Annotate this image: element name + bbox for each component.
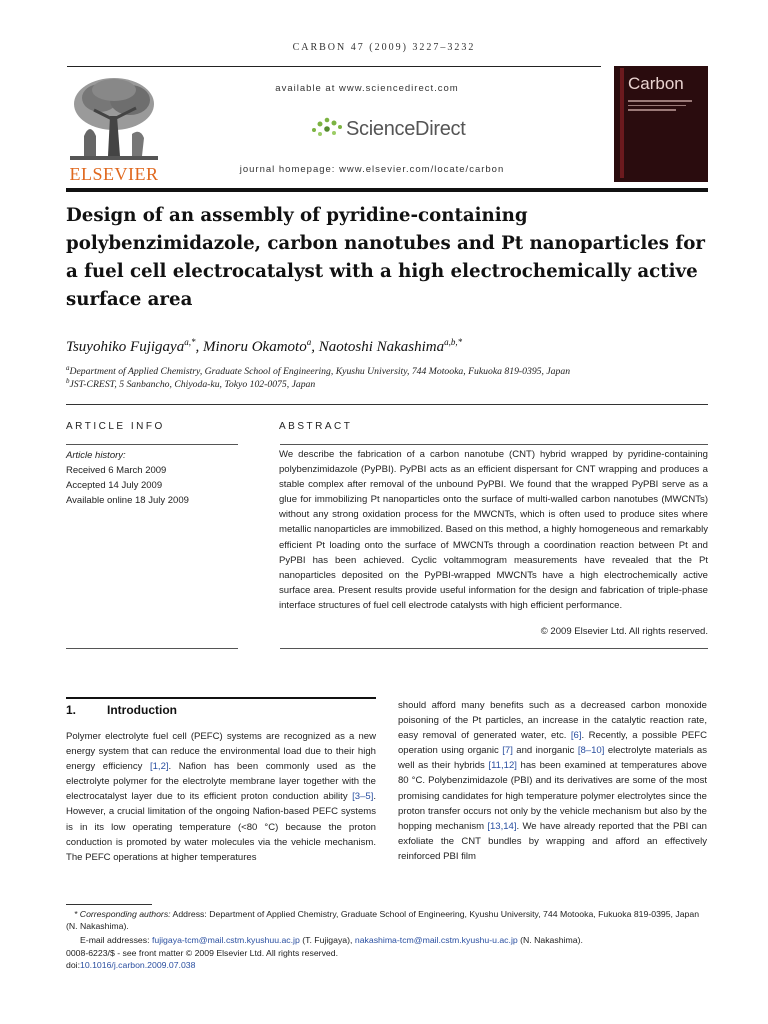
header-rule [67, 66, 601, 67]
elsevier-wordmark: ELSEVIER [69, 164, 159, 184]
available-at: available at www.sciencedirect.com [275, 83, 459, 94]
email-owner: (T. Fujigaya), [299, 935, 355, 945]
affiliation-b [66, 377, 706, 390]
abstract-text: We describe the fabrication of a carbon nanotube (CNT) hybrid wrapped by pyridine-containing polybenzimidazole (PyPBI). PyPBI acts as an efficient dispersant for CNT wrapping and produces a stable complex after removal of the unbound PyPBI. We found that the wrapped PyPBI serve as a glue for immobilizing Pt nanoparticles onto the surface of multi-walled carbon nanotubes (MWCNTs) without any strong oxidation process for the MWCNTs, which is often used to produce sites where metallic nanoparticles are immobilized. Based on this method, a highly homogeneous and remarkably efficient Pt loading onto the surface of MWCNTs through a coordination reaction between Pt and PyPBI has been achieved. Cyclic voltammogram measurements have revealed that the Pt nanoparticles deposited on the PyPBI-wrapped MWCNTs have a high electrochemically active surface area. Present results provide useful information for the design and fabrication of triple-phase interface structures of fuel cell electrode catalysts with high efficient performance. [279, 449, 708, 611]
author-name: Naotoshi Nakashima [318, 339, 445, 355]
cover-strip [620, 68, 624, 178]
section-rule [66, 404, 708, 405]
title-rule [66, 188, 708, 192]
corresponding-footnote [66, 908, 708, 933]
accepted-date: Accepted 14 July 2009 [66, 480, 163, 491]
article-info-bottom-rule [66, 648, 238, 649]
email-footnote [66, 934, 708, 946]
reference-link[interactable]: [6] [570, 730, 582, 742]
journal-cover [614, 66, 708, 182]
doi-link[interactable]: 10.1016/j.carbon.2009.07.038 [80, 960, 196, 970]
affiliation-sup: a [66, 364, 70, 372]
received-date: Received 6 March 2009 [66, 465, 167, 476]
email-label: E-mail addresses: [80, 935, 152, 945]
intro-column-2 [398, 698, 707, 864]
article-info-heading: ARTICLE INFO [66, 421, 165, 432]
section-title: Introduction [107, 703, 177, 717]
affiliation-sup: b [66, 377, 70, 385]
email-link[interactable]: nakashima-tcm@mail.cstm.kyushu-u.ac.jp [354, 935, 518, 945]
corresponding-text: Address: Department of Applied Chemistry, Graduate School of Engineering, Kyushu University, 744 Motooka, Fukuoka 819-0395, Japan (N. Nakashima). [66, 909, 700, 932]
sciencedirect-logo [308, 114, 468, 144]
elsevier-tree-icon [70, 76, 158, 160]
sciencedirect-wordmark: ScienceDirect [346, 118, 466, 140]
reference-link[interactable]: [3–5] [352, 791, 374, 803]
elsevier-logo [66, 76, 162, 184]
doi-label: doi: [66, 960, 81, 970]
author-sup: a,* [184, 337, 196, 347]
reference-link[interactable]: [1,2] [149, 761, 169, 773]
body-text: . Recently, a possible PEFC operation using organic [398, 730, 707, 757]
affiliation-a [66, 364, 706, 377]
abstract-rule [280, 444, 708, 445]
email-link[interactable]: fujigaya-tcm@mail.cstm.kyushuu.ac.jp [151, 935, 300, 945]
reference-link[interactable]: [11,12] [488, 760, 517, 772]
body-text: . Nafion has been commonly used as the electrolyte polymer for the electrolyte membrane layer together with the electrocatalyst layer due to its efficient proton conduction ability [66, 761, 376, 803]
sciencedirect-dots-icon [308, 114, 344, 140]
affiliation-text: Department of Applied Chemistry, Graduate School of Engineering, Kyushu University, 744 Motooka, Fukuoka 819-0395, Japan [69, 366, 571, 378]
abstract-copyright: © 2009 Elsevier Ltd. All rights reserved. [540, 626, 708, 637]
intro-column-1 [66, 729, 376, 865]
corresponding-label: * Corresponding authors: [74, 909, 171, 919]
section-number: 1. [66, 703, 77, 717]
body-text: . We have already reported that the PBI can exfoliate the CNT bundles by wrapping and afford an effectively reinforced PBI film [398, 820, 707, 862]
online-date: Available online 18 July 2009 [66, 495, 189, 506]
author-sup: a [306, 337, 312, 347]
article-info-rule [66, 444, 238, 445]
author-sup: a,b,* [444, 337, 463, 347]
body-text: has been examined at temperatures above 80 °C. Polybenzimidazole (PBI) and its derivatives are some of the most promising candidates for high temperature polymer electrolytes since the proton transfer occurs not only by the vehicle mechanism but also by the hopping mechanism [398, 760, 707, 832]
reference-link[interactable]: [13,14] [487, 820, 517, 832]
journal-citation: CARBON 47 (2009) 3227–3232 [292, 42, 476, 53]
article-history-label: Article history: [66, 450, 126, 461]
cover-text-lines [628, 100, 698, 120]
author-list: Tsuyohiko Fujigaya$^{a,*}$, Minoru Okamoto$^a$, Naotoshi Nakashima$^{a,b,*}$ [66, 337, 463, 355]
doi-line [66, 959, 708, 971]
reference-link[interactable]: [8–10] [577, 745, 605, 757]
footnote-rule [66, 904, 152, 905]
body-text: and inorganic [512, 745, 578, 757]
issn-line: 0008-6223/$ - see front matter © 2009 Elsevier Ltd. All rights reserved. [66, 948, 338, 958]
author-name: Tsuyohiko Fujigaya [66, 339, 185, 355]
article-title: Design of an assembly of pyridine-containing polybenzimidazole, carbon nanotubes and Pt nanoparticles for a fuel cell electrocatalyst with a high electrochemically active surface area [66, 205, 705, 310]
author-name: Minoru Okamoto [202, 339, 307, 355]
journal-homepage: journal homepage: www.elsevier.com/locate/carbon [239, 164, 505, 175]
cover-title: Carbon [628, 74, 684, 93]
email-owner: (N. Nakashima). [517, 935, 583, 945]
body-text: Polymer electrolyte fuel cell (PEFC) systems are recognized as a new energy system that can reduce the environmental load due to their high energy efficiency [66, 731, 376, 773]
abstract-heading: ABSTRACT [279, 421, 353, 432]
affiliation-text: JST-CREST, 5 Sanbancho, Chiyoda-ku, Tokyo 102-0075, Japan [69, 379, 316, 391]
body-text: electrolyte materials as well as their hybrids [398, 745, 708, 772]
intro-rule [66, 697, 376, 699]
body-text: . However, a crucial limitation of the ongoing Nafion-based PEFC systems is in its low operating temperature (<80 °C) because the proton conduction is promoted by water molecules via the vehicle mechanism. The PEFC operations at higher temperatures [66, 791, 376, 863]
reference-link[interactable]: [7] [502, 745, 513, 757]
abstract-bottom-rule [280, 648, 708, 649]
body-text: should afford many benefits such as a decreased carbon monoxide poisoning of the Pt particles, an increase in the catalytic reaction rate, easy removal of generated water, etc. [398, 700, 707, 742]
